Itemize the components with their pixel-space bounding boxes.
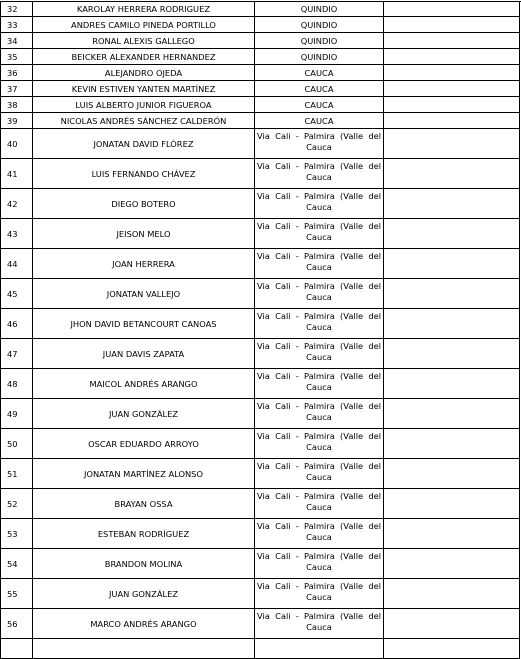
location-cell: CAUCA [255, 81, 384, 97]
empty-cell [384, 459, 520, 489]
table-row [0, 129, 521, 159]
table-row [0, 81, 521, 97]
table-row [0, 429, 521, 459]
participant-name-cell: LUIS ALBERTO JUNIOR FIGUEROA [33, 97, 255, 113]
empty-cell [384, 49, 520, 65]
location-cell: Via Cali - Palmira (Valle del Cauca [255, 369, 384, 399]
location-cell: Via Cali - Palmira (Valle del Cauca [255, 549, 384, 579]
empty-cell [384, 97, 520, 113]
location-cell: Via Cali - Palmira (Valle del Cauca [255, 579, 384, 609]
table-row [0, 113, 521, 129]
location-cell: QUINDIO [255, 49, 384, 65]
row-number-cell: 53 [0, 519, 33, 549]
row-number-cell: 36 [0, 65, 33, 81]
empty-cell [384, 65, 520, 81]
location-cell: Via Cali - Palmira (Valle del Cauca [255, 519, 384, 549]
participant-name-cell: MAICOL ANDRÉS ARANGO [33, 369, 255, 399]
empty-cell [384, 219, 520, 249]
participant-name-cell: ALEJANDRO OJEDA [33, 65, 255, 81]
table-row [0, 459, 521, 489]
participant-name-cell: BRAYAN OSSA [33, 489, 255, 519]
location-cell: Via Cali - Palmira (Valle del Cauca [255, 249, 384, 279]
location-cell: Via Cali - Palmira (Valle del Cauca [255, 189, 384, 219]
table-row [0, 33, 521, 49]
location-cell: Via Cali - Palmira (Valle del Cauca [255, 459, 384, 489]
location-cell: CAUCA [255, 97, 384, 113]
participant-name-cell: ESTEBAN RODRÍGUEZ [33, 519, 255, 549]
empty-cell [384, 33, 520, 49]
table-row [0, 549, 521, 579]
table-row [0, 189, 521, 219]
table-row [0, 399, 521, 429]
participant-name-cell: RONAL ALEXIS GALLEGO [33, 33, 255, 49]
empty-cell [384, 113, 520, 129]
table-row [0, 219, 521, 249]
table-row [0, 97, 521, 113]
participant-name-cell: OSCAR EDUARDO ARROYO [33, 429, 255, 459]
location-cell: QUINDIO [255, 2, 384, 17]
row-number-cell: 50 [0, 429, 33, 459]
participant-name-cell: JONATAN DAVID FLÓREZ [33, 129, 255, 159]
location-cell: QUINDIO [255, 33, 384, 49]
participant-name-cell: JOAN HERRERA [33, 249, 255, 279]
participant-name-cell: JUAN GONZÁLEZ [33, 579, 255, 609]
empty-cell [384, 2, 520, 17]
participant-name-cell: KEVIN ESTIVEN YANTEN MARTÍNEZ [33, 81, 255, 97]
location-cell: Via Cali - Palmira (Valle del Cauca [255, 489, 384, 519]
participant-name-cell: ANDRES CAMILO PINEDA PORTILLO [33, 17, 255, 33]
row-number-cell: 37 [0, 81, 33, 97]
empty-cell [384, 369, 520, 399]
row-number-cell: 32 [0, 2, 33, 17]
empty-cell [384, 429, 520, 459]
participant-name-cell: MARCO ANDRÉS ARANGO [33, 609, 255, 639]
location-cell: Via Cali - Palmira (Valle del Cauca [255, 309, 384, 339]
row-number-cell: 38 [0, 97, 33, 113]
row-number-cell: 41 [0, 159, 33, 189]
empty-cell [384, 249, 520, 279]
participant-name-cell: JHON DAVID BETANCOURT CANOAS [33, 309, 255, 339]
empty-cell [384, 579, 520, 609]
row-number-cell: 44 [0, 249, 33, 279]
table-row [0, 17, 521, 33]
location-cell: CAUCA [255, 65, 384, 81]
row-number-cell: 34 [0, 33, 33, 49]
participant-name-cell: JONATAN MARTÍNEZ ALONSO [33, 459, 255, 489]
participant-name-cell: JUAN GONZÁLEZ [33, 399, 255, 429]
participant-name-cell: JONATAN VALLEJO [33, 279, 255, 309]
empty-cell [384, 519, 520, 549]
empty-cell [384, 399, 520, 429]
location-cell: Via Cali - Palmira (Valle del Cauca [255, 129, 384, 159]
row-number-cell: 54 [0, 549, 33, 579]
table-row [0, 65, 521, 81]
table-row [0, 249, 521, 279]
location-cell: Via Cali - Palmira (Valle del Cauca [255, 429, 384, 459]
table-row [0, 639, 521, 659]
location-cell: Via Cali - Palmira (Valle del Cauca [255, 219, 384, 249]
empty-cell [384, 609, 520, 639]
empty-cell [384, 129, 520, 159]
row-number-cell: 55 [0, 579, 33, 609]
empty-cell [384, 639, 520, 659]
empty-cell [384, 339, 520, 369]
participant-name-cell: NICOLAS ANDRÉS SÁNCHEZ CALDERÓN [33, 113, 255, 129]
table-row [0, 579, 521, 609]
table-row [0, 369, 521, 399]
empty-cell [384, 81, 520, 97]
row-number-cell: 39 [0, 113, 33, 129]
table-row [0, 609, 521, 639]
row-number-cell: 47 [0, 339, 33, 369]
row-number-cell: 40 [0, 129, 33, 159]
empty-cell [384, 489, 520, 519]
row-number-cell: 43 [0, 219, 33, 249]
empty-cell [384, 17, 520, 33]
participant-name-cell: DIEGO BOTERO [33, 189, 255, 219]
table-row [0, 49, 521, 65]
empty-cell [384, 279, 520, 309]
participant-name-cell: LUIS FERNANDO CHÁVEZ [33, 159, 255, 189]
empty-cell [384, 159, 520, 189]
row-number-cell: 48 [0, 369, 33, 399]
participant-name-cell: KAROLAY HERRERA RODRIGUEZ [33, 2, 255, 17]
table-row [0, 309, 521, 339]
row-number-cell: 46 [0, 309, 33, 339]
location-cell: Via Cali - Palmira (Valle del Cauca [255, 339, 384, 369]
participant-name-cell: JEISON MELO [33, 219, 255, 249]
participant-name-cell: BEICKER ALEXANDER HERNANDEZ [33, 49, 255, 65]
empty-cell [384, 309, 520, 339]
row-number-cell: 35 [0, 49, 33, 65]
row-number-cell: 42 [0, 189, 33, 219]
location-cell: Via Cali - Palmira (Valle del Cauca [255, 609, 384, 639]
table-row [0, 1, 521, 17]
row-number-cell: 56 [0, 609, 33, 639]
row-number-cell: 45 [0, 279, 33, 309]
participant-name-cell: JUAN DAVIS ZAPATA [33, 339, 255, 369]
table-row [0, 279, 521, 309]
location-cell: QUINDIO [255, 17, 384, 33]
table-row [0, 159, 521, 189]
location-cell: Via Cali - Palmira (Valle del Cauca [255, 159, 384, 189]
row-number-cell: 51 [0, 459, 33, 489]
location-cell: Via Cali - Palmira (Valle del Cauca [255, 399, 384, 429]
table-row [0, 489, 521, 519]
location-cell: CAUCA [255, 113, 384, 129]
location-cell [255, 639, 384, 659]
empty-cell [384, 189, 520, 219]
row-number-cell [0, 639, 33, 659]
location-cell: Via Cali - Palmira (Valle del Cauca [255, 279, 384, 309]
row-number-cell: 52 [0, 489, 33, 519]
table-row [0, 519, 521, 549]
empty-cell [384, 549, 520, 579]
participant-name-cell: BRANDON MOLINA [33, 549, 255, 579]
row-number-cell: 33 [0, 17, 33, 33]
row-number-cell: 49 [0, 399, 33, 429]
table-row [0, 339, 521, 369]
participant-name-cell [33, 639, 255, 659]
